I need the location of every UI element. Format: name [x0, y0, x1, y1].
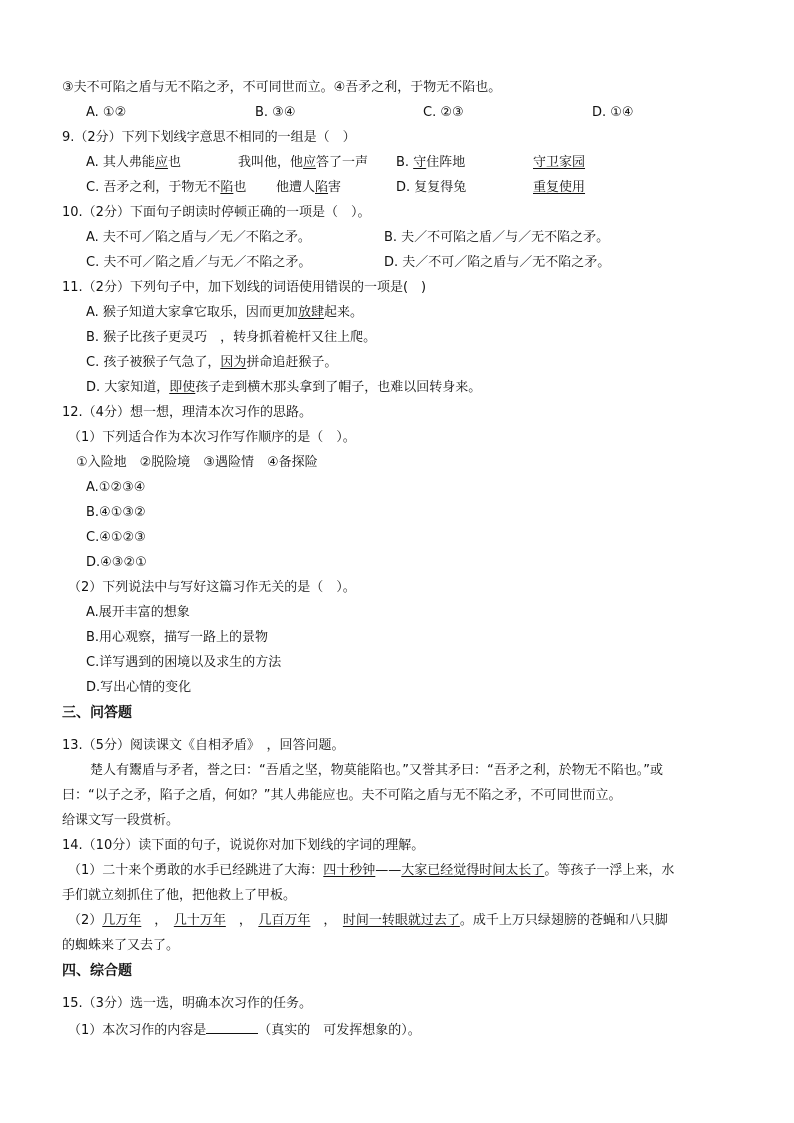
- underlined-word: 因为: [220, 355, 247, 370]
- underlined-text: 复使用: [546, 180, 586, 195]
- q8-line: ③夫不可陷之盾与无不陷之矛，不可同世而立。④吾矛之利，于物无不陷也。: [62, 80, 502, 95]
- q12-part1-option-b[interactable]: B.④①③②: [86, 505, 146, 520]
- text: ，: [225, 913, 259, 928]
- q14-sentence1: [68, 862, 674, 880]
- text: 他遭人: [276, 180, 316, 195]
- q8-option-a[interactable]: A. ①②: [86, 105, 127, 120]
- underlined-phrase: 几十万年: [173, 913, 226, 928]
- q12-part2-option-c[interactable]: C.详写遇到的困境以及求生的方法: [86, 655, 282, 670]
- text: 我叫他，他: [238, 155, 304, 170]
- q12-part1-option-a[interactable]: A.①②③④: [86, 480, 146, 495]
- text: A. 猴子知道大家拿它取乐，因而更加: [86, 305, 298, 320]
- dash: ——: [375, 863, 402, 878]
- text: 复得兔: [427, 180, 467, 195]
- underlined-char: 应: [154, 155, 168, 170]
- q14-sentence2-line2: 的蜘蛛来了又去了。: [62, 938, 180, 953]
- q14-sentence1-line2: 手们就立刻抓住了他，把他救上了甲板。: [62, 888, 297, 903]
- underlined-char: 陷: [315, 180, 329, 195]
- text: ，: [310, 913, 343, 928]
- q12-part1-items: ①入险地 ②脱险境 ③遇险情 ④备探险: [76, 455, 318, 470]
- text: D.: [396, 180, 415, 195]
- answer-blank[interactable]: [206, 1020, 258, 1034]
- underlined-phrase: 大家已经觉得时间太长了: [401, 863, 545, 878]
- q13-passage-line1: 楚人有鬻盾与矛者，誉之曰：“吾盾之坚，物莫能陷也。”又誉其矛曰：“吾矛之利，於物无不陷也。”或: [90, 763, 663, 778]
- q12-part2-option-d[interactable]: D.写出心情的变化: [86, 680, 192, 695]
- text: D. 大家知道，: [86, 380, 170, 395]
- underlined-phrase: 几百万年: [258, 913, 311, 928]
- text: 复: [414, 180, 428, 195]
- underlined-phrase: 四十秒钟: [323, 863, 376, 878]
- q11-option-c[interactable]: [86, 354, 337, 372]
- q9-option-a[interactable]: [86, 154, 181, 172]
- text: 。等孩子一浮上来，水: [544, 863, 675, 878]
- q12-part1-option-d[interactable]: D.④③②①: [86, 555, 147, 570]
- q11-option-d[interactable]: [86, 379, 481, 397]
- q8-option-b[interactable]: B. ③④: [255, 105, 296, 120]
- q9-option-c-second: [276, 179, 341, 197]
- q9-option-a-second: [238, 154, 368, 172]
- section-heading-4: 四、综合题: [62, 963, 132, 979]
- q12-part2-option-a[interactable]: A.展开丰富的想象: [86, 605, 190, 620]
- underlined-text: 卫家园: [546, 155, 586, 170]
- text: （2）: [68, 913, 103, 928]
- q9-stem: 9.（2分）下列下划线字意思不相同的一组是（ ）: [62, 130, 356, 145]
- q8-option-d[interactable]: D. ①④: [592, 105, 634, 120]
- q10-option-b[interactable]: B. 夫／不可陷之盾／与／无不陷之矛。: [384, 230, 610, 245]
- q9-option-d-second: [533, 179, 585, 197]
- text: ，: [141, 913, 174, 928]
- underlined-phrase: 时间一转眼就过去了: [342, 913, 460, 928]
- text: 。成千上万只绿翅膀的苍蝇和八只脚: [459, 913, 668, 928]
- text: 住阵地: [426, 155, 466, 170]
- underlined-word: 即使: [169, 380, 196, 395]
- text: 也: [167, 155, 181, 170]
- q12-stem: 12.（4分）想一想，理清本次习作的思路。: [62, 405, 312, 420]
- text: 起来。: [323, 305, 363, 320]
- q11-option-b[interactable]: B. 猴子比孩子更灵巧 ，转身抓着桅杆又往上爬。: [86, 330, 377, 345]
- q13-task: 给课文写一段赏析。: [62, 813, 180, 828]
- q15-stem: 15.（3分）选一选，明确本次习作的任务。: [62, 996, 312, 1011]
- q10-option-a[interactable]: A. 夫不可／陷之盾与／无／不陷之矛。: [86, 230, 311, 245]
- text: 孩子走到横木那头拿到了帽子，也难以回转身来。: [195, 380, 482, 395]
- q9-option-b-second: [533, 154, 585, 172]
- q12-part2-prompt: （2）下列说法中与写好这篇习作无关的是（ ）。: [68, 580, 356, 595]
- q10-stem: 10.（2分）下面句子朗读时停顿正确的一项是（ ）。: [62, 205, 371, 220]
- q13-passage-line2: 曰：“以子之矛，陷子之盾，何如？”其人弗能应也。夫不可陷之盾与无不陷之矛，不可同世而立。: [62, 788, 622, 803]
- underlined-phrase: 几万年: [102, 913, 142, 928]
- text: 拼命追赶猴子。: [246, 355, 338, 370]
- text: （1）本次习作的内容是: [68, 1023, 207, 1038]
- underlined-char: 陷: [220, 180, 234, 195]
- q14-sentence2: [68, 912, 668, 930]
- q14-stem: 14.（10分）读下面的句子，说说你对加下划线的字词的理解。: [62, 838, 425, 853]
- q10-option-d[interactable]: D. 夫／不可／陷之盾与／无不陷之矛。: [384, 255, 611, 270]
- underlined-char: 守: [533, 155, 547, 170]
- q9-option-d[interactable]: [396, 179, 466, 197]
- q9-option-c[interactable]: [86, 179, 246, 197]
- underlined-word: 放肆: [297, 305, 324, 320]
- underlined-char: 守: [413, 155, 427, 170]
- q11-stem: 11.（2分）下列句子中，加下划线的词语使用错误的一项是( ): [62, 280, 427, 295]
- q9-option-b[interactable]: [396, 154, 465, 172]
- text: （真实的 可发挥想象的）。: [258, 1023, 421, 1038]
- q12-part2-option-b[interactable]: B.用心观察，描写一路上的景物: [86, 630, 269, 645]
- text: C. 吾矛之利，于物无不: [86, 180, 221, 195]
- text: 也: [233, 180, 247, 195]
- q15-part1: [68, 1020, 421, 1040]
- q13-stem: 13.（5分）阅读课文《自相矛盾》 ，回答问题。: [62, 738, 345, 753]
- text: A. 其人弗能: [86, 155, 155, 170]
- underlined-char: 应: [303, 155, 317, 170]
- underlined-char: 重: [533, 180, 547, 195]
- text: C. 孩子被猴子气急了，: [86, 355, 221, 370]
- q12-part1-prompt: （1）下列适合作为本次习作写作顺序的是（ ）。: [68, 430, 356, 445]
- q12-part1-option-c[interactable]: C.④①②③: [86, 530, 146, 545]
- text: （1）二十来个勇敢的水手已经跳进了大海：: [68, 863, 324, 878]
- q8-option-c[interactable]: C. ②③: [423, 105, 464, 120]
- text: B.: [396, 155, 414, 170]
- q10-option-c[interactable]: C. 夫不可／陷之盾／与无／不陷之矛。: [86, 255, 312, 270]
- section-heading-3: 三、问答题: [62, 705, 132, 721]
- text: 害: [328, 180, 342, 195]
- text: 答了一声: [316, 155, 369, 170]
- q11-option-a[interactable]: [86, 304, 363, 322]
